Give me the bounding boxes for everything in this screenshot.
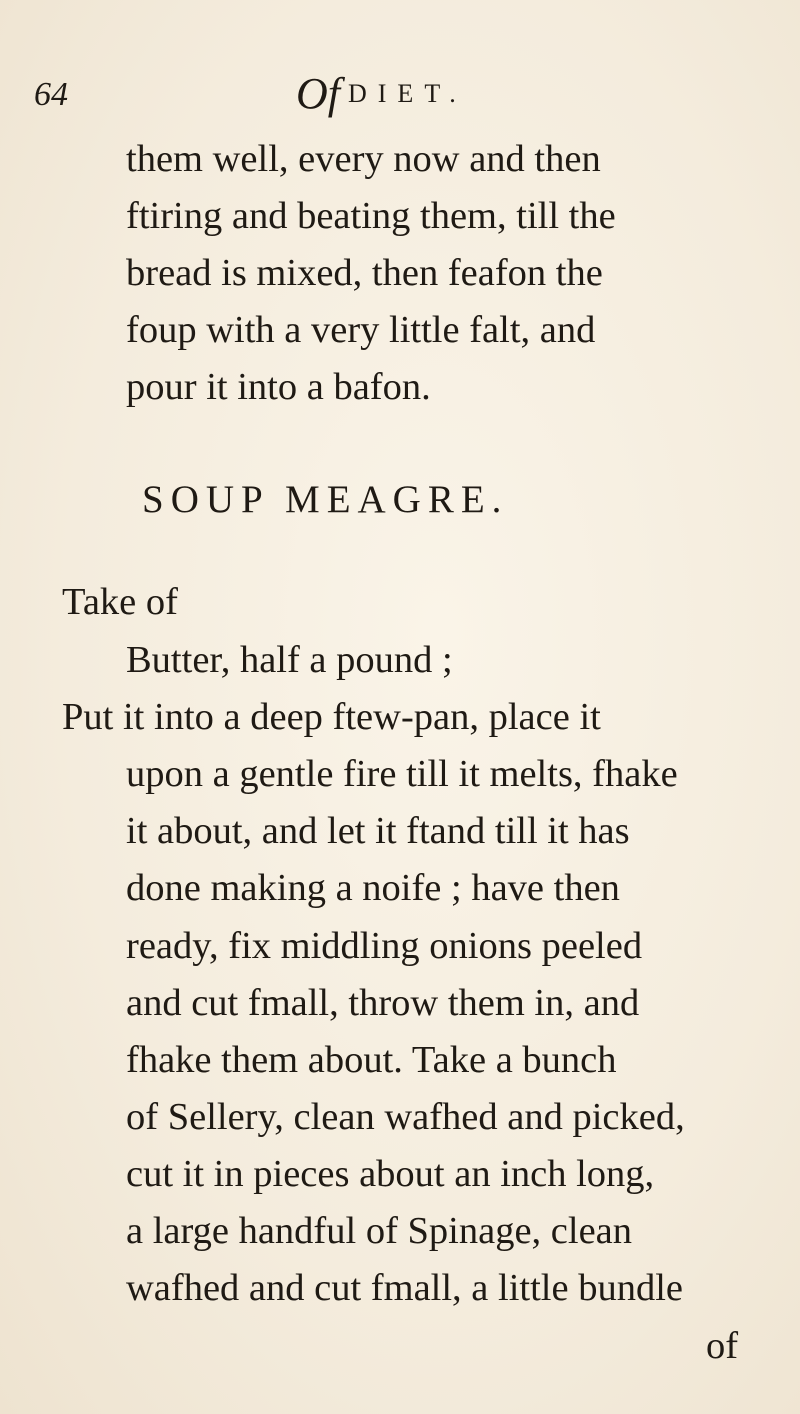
text-line: fhake them about. Take a bunch [126,1039,617,1081]
text-line: foup with a very little falt, and [126,309,596,351]
text-line: a large handful of Spinage, clean [126,1210,633,1252]
running-head-word: DIET. [348,79,467,108]
text-line: and cut fmall, throw them in, and [126,982,640,1024]
text-line: upon a gentle fire till it melts, fhake [126,753,678,795]
recipe-intro: Take of [62,581,178,623]
text-line: ftiring and beating them, till the [126,195,616,237]
ingredient-line: Butter, half a pound ; [126,639,453,681]
page-number: 64 [34,76,68,113]
text-line: Put it into a deep ftew-pan, place it [62,696,601,738]
running-head-of: Of [296,69,340,118]
text-line: it about, and let it ftand till it has [126,810,630,852]
text-line: bread is mixed, then feafon the [126,252,603,294]
text-line: cut it in pieces about an inch long, [126,1153,655,1195]
catchword: of [706,1325,739,1367]
text-line: done making a noife ; have then [126,867,620,909]
section-heading: SOUP MEAGRE. [142,478,509,521]
running-head [34,68,734,118]
text-line: them well, every now and then [126,138,601,180]
text-line: pour it into a bafon. [126,366,431,408]
text-line: ready, fix middling onions peeled [126,925,643,967]
running-head-title [296,68,467,119]
text-line: wafhed and cut fmall, a little bundle [126,1267,683,1309]
text-line: of Sellery, clean wafhed and picked, [126,1096,685,1138]
